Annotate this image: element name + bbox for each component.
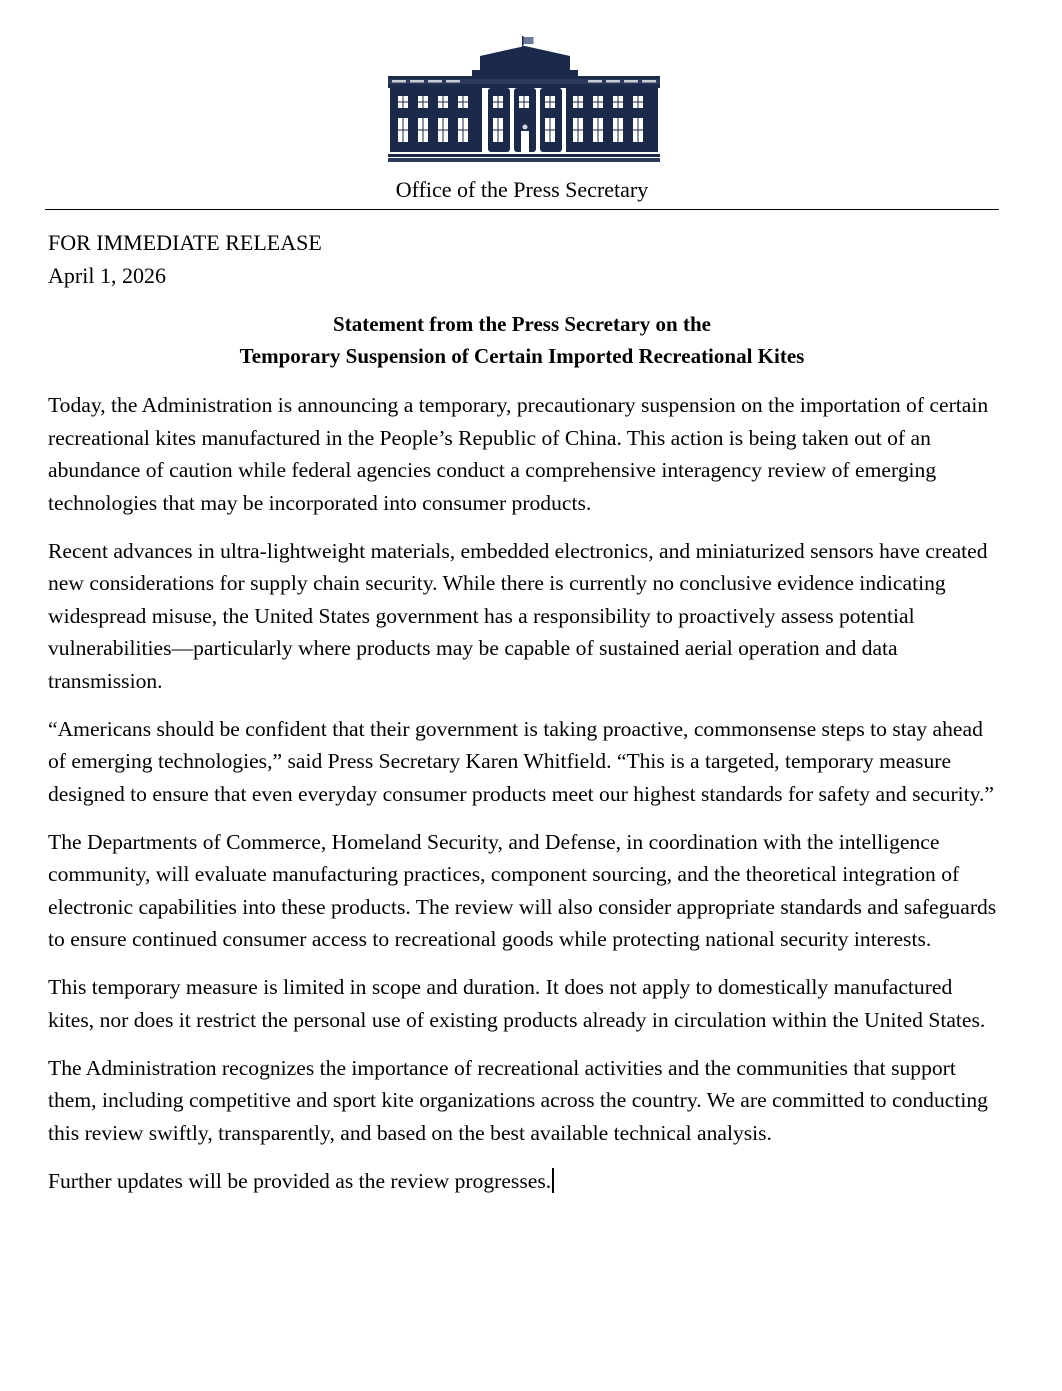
title-line-1: Statement from the Press Secretary on the <box>333 312 711 336</box>
roof-base <box>472 70 578 76</box>
release-block <box>48 227 322 292</box>
title-line-2: Temporary Suspension of Certain Imported Recreational Kites <box>239 344 805 368</box>
paragraph: Today, the Administration is announcing a temporary, precautionary suspension on the importation of certain recreational kites manufactured in the People’s Republic of China. This action is being taken out of an abundance of caution while federal agencies conduct a comprehensive interagency review of emerging technologies that may be incorporated into consumer products. <box>48 393 989 515</box>
paragraph: “Americans should be confident that their government is taking proactive, commonsense steps to stay ahead of emerging technologies,” said Press Secretary Karen Whitfield. “This is a targeted, temporary measure designed to ensure that even everyday consumer products meet our highest standards for safety and security.” <box>48 716 995 806</box>
flag <box>524 37 534 44</box>
release-label: FOR IMMEDIATE RELEASE <box>48 230 322 255</box>
header-divider <box>45 209 999 210</box>
paragraph-last[interactable] <box>48 1165 1003 1198</box>
paragraph: The Administration recognizes the importance of recreational activities and the communities that support them, including competitive and sport kite organizations across the country. We are committed to conducting this review swiftly, transparently, and based on the best available technical analysis. <box>48 1055 988 1145</box>
flagpole <box>522 36 524 48</box>
paragraph: The Departments of Commerce, Homeland Security, and Defense, in coordination with the intelligence community, will evaluate manufacturing practices, component sourcing, and the theoretical integration of electronic capabilities into these products. The review will also consider appropriate standards and safeguards to ensure continued consumer access to recreational goods while protecting national security interests. <box>48 829 997 951</box>
door-lamp <box>523 125 528 130</box>
paragraph: Recent advances in ultra-lightweight materials, embedded electronics, and miniaturized sensors have created new considerations for supply chain security. While there is currently no conclusive evidence indicating widespread misuse, the United States government has a responsibility to proactively assess potential vulnerabilities—particularly where products may be capable of sustained aerial operation and data transmission. <box>48 538 988 693</box>
release-date: April 1, 2026 <box>48 262 166 288</box>
paragraph-last-text: Further updates will be provided as the review progresses. <box>48 1168 552 1193</box>
office-name: Office of the Press Secretary <box>395 177 649 202</box>
statement-title <box>0 308 1044 372</box>
door <box>521 131 529 152</box>
white-house-logo-icon <box>388 36 660 164</box>
text-cursor <box>552 1168 554 1193</box>
roof <box>480 46 570 70</box>
statement-body <box>48 389 1003 1213</box>
paragraph: This temporary measure is limited in scope and duration. It does not apply to domestically manufactured kites, nor does it restrict the personal use of existing products already in circulation within the United States. <box>48 975 986 1032</box>
